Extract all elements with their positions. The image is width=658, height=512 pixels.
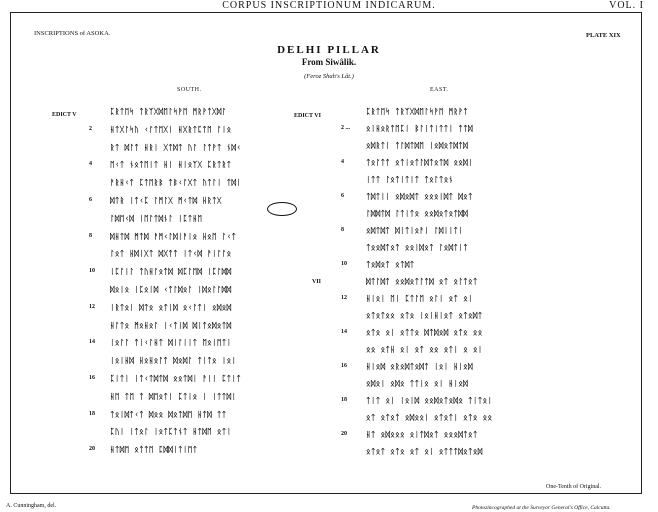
inscription-line: ᛏᛟᛟᛞᛏᛟᛏ ᛟᛟᛁᛞᛟᛏ ᛚᛟᛞᛏᛁᛏ — [366, 243, 469, 252]
plate-note: (Feroz Shah's Lât.) — [304, 73, 354, 80]
inscription-line: ᛏᛟᛁᛞᛏᚲᛏ ᛞᛟᛟ ᛞᛟᛏᛞᛖ ᚺᛏᛞ ᛏᛏ — [110, 409, 227, 419]
inscriptions-label: INSCRIPTIONS of ASOKA. — [34, 30, 111, 37]
inscription-line: ᛏᛁᛏ ᛟᛁ ᛁᛟᛁᛞ ᛟᛟᛞᛟᛏᛟᛞᛟ ᛏᛁᛏᛟᛁ — [366, 396, 493, 405]
inscription-line: ᛏᛟᛚᛏᛏ ᛟᛏᛁᛟᛏᛚᛞᛏᛟᛏᛞ ᛟᛟᛞᛁ — [366, 158, 473, 167]
line-number: 18 — [89, 410, 95, 417]
inscription-line: ᛟᛟ ᛟᛏᚺ ᛟᛁ ᛟᛏ ᛟᛟ ᛟᛏᛁ ᛟ ᛟᛁ — [366, 345, 483, 354]
south-heading: SOUTH. — [177, 87, 202, 93]
inscription-line: ᛏᛞᛏᛁᛁ ᛟᛞᛟᛞᛏ ᛟᛟᛟᛁᛞᛏ ᛞᛟᛏ — [366, 192, 473, 201]
inscription-line: ᚺᛁᛟᛞ ᛟᚱᛟᛞᛏᛟᛞᛏ ᛁᛟᛁ ᚺᛁᛟᛞ — [366, 362, 473, 371]
inscription-line: ᛞᛟᛁᛟ ᛁᛈᛟᛁᛞ ᚲᛏᛚᛞᛟᛚ ᛁᛞᛟᛚᛚᛞᛞ — [110, 285, 232, 294]
artist-credit: A. Cunningham, del. — [6, 503, 57, 509]
inscription-line: ᚺᛖ ᛏᛖ ᛏ ᛞᛖᛟᛏᛁ ᛈᛏᛁᛟ ᛁ ᛁᛏᛏᛞᛁ — [110, 391, 237, 401]
scale-note: One-Tenth of Original. — [546, 484, 602, 490]
line-number: 18 — [341, 397, 347, 403]
volume-label: VOL. I — [609, 0, 644, 11]
plate-title: DELHI PILLAR — [277, 44, 381, 56]
inscription-line: ᛚᛟᛏ ᚺᛞᛁᚷᛏ ᛞᚷᛏᛏ ᛁᛏᚲᛞ ᚨᛁᛚᛚᛟ — [110, 249, 232, 259]
inscription-line: ᛞᛏᛚᛞᛏ ᛟᛟᛞᛟᛏᛚᛏᛞ ᛟᛏ ᛟᛚᛏᛟᛏ — [366, 277, 478, 286]
inscription-line: ᛖᚲᛏ ᚾᛟᛏᛖᛁᛏ ᚺᛁ ᚺᛁᛟᛉᚷ ᛈᚱᛏᚱᛏ — [110, 160, 232, 170]
inscription-line: ᛈᚢᛁ ᛁᛏᛟᛚ ᛁᛟᛏᛈᛏᚾᛏ ᚺᛏᛞᛖ ᛟᛏᛁ — [110, 427, 232, 437]
inscription-line: ᛁᛟᛚᛚ ᛏᛁᚲᛚᚺᛏ ᛞᛁᛚᛁᛁᛏ ᛖᛟᛁᛖᛏᛁ — [110, 338, 232, 348]
plate-subtitle: From Siwâlik. — [301, 57, 357, 67]
encircled-glyph — [267, 202, 297, 216]
inscription-line: ᛚᛞᛖᚲᛞ ᛁᛖᛚᛏᛞᚾᛚ ᛁᛈᛏᚺᛖ — [110, 213, 203, 223]
inscription-line: ᛟᛏ ᛟᛏᛟᛏ ᛟᛞᛟᛟᛁ ᛟᛏᛟᛏᛁ ᛟᛏᛟ ᛟᛟ — [366, 413, 493, 422]
plate-number: PLATE XIX — [586, 32, 621, 39]
inscription-line: ᛟᛏᛟ ᛟᛁ ᛟᛏᛏᛟ ᛞᛏᛞᛟᛞ ᛟᛏᛟ ᛟᛟ — [366, 328, 483, 337]
inscription-line: ᛞᚺᛏᛞ ᛗᛏᛞ ᚨᛗᚲᛚᛞᛁᚨᛁᛟ ᚺᛟᛖ ᛚᚲᛏ — [110, 231, 237, 241]
line-number: 6 — [341, 193, 344, 199]
line-number: 2 — [89, 125, 92, 132]
line-number: 14 — [89, 339, 95, 346]
page-header-title: CORPUS INSCRIPTIONUM INDICARUM. — [222, 0, 436, 11]
inscription-line: ᚺᛁᛟᛁ ᛖᛁ ᛈᛏᛚᛖ ᛟᛚᛁ ᛟᛏ ᛟᛁ — [366, 294, 473, 303]
line-number: 2 ... — [341, 125, 350, 131]
line-number: 8 — [341, 227, 344, 233]
line-number: 12 — [341, 295, 347, 301]
inscription-line: ᚺᛏᚷᛚᛋᚢ ᚲᛚᛏᛖᚷᛁ ᚺᚷᚱᛏᛈᛏᛖ ᛚᛁᛟ — [110, 124, 232, 134]
line-number: 4 — [341, 159, 344, 165]
inscription-line: ᛟᛞᚱᛏᛁ ᛏᛚᛞᛏᛞᛖ ᛁᛟᛞᛟᛏᛞᛏᛞ — [366, 141, 469, 150]
line-number: 16 — [89, 375, 95, 381]
inscription-line: ᛈᚱᛏᛖᛋ ᛏᚱᛉᚷᛞᛖᛚᛋᚹᛖ ᛗᚱᚹᛏᚷᛞᛚ — [110, 107, 227, 116]
line-number: 10 — [89, 268, 95, 275]
inscription-line: ᛞᛏᚱ ᛁᛏᚲᛈ ᛚᛗᛚᚷ ᛗᚲᛏᛞ ᚺᚱᛏᚷ — [110, 196, 222, 205]
line-number: 20 — [89, 446, 95, 453]
inscription-line: ᚺᛏᛞᛖ ᛟᛏᛏᛖ ᛈᛞᛞᛁᛏᛁᛖᛏ — [110, 445, 198, 455]
line-number: 20 — [341, 431, 347, 437]
inscription-line: ᛏᛟᛞᛟᛏ ᛟᛏᛞᛏ — [366, 260, 415, 269]
edict-vii-label: VII — [312, 279, 322, 285]
line-number: 4 — [89, 161, 92, 168]
inscription-line: ᚨᚱᚺᚲᛏ ᛈᛏᛖᚱᛒ ᛏᛒᚲᛚᚷᛏ ᚢᛏᛚᛁ ᛏᛞᛁ — [110, 178, 242, 188]
inscription-line: ᚺᛏ ᛟᛞᛟᛟᛟ ᛟᛁᛏᛞᛟᛏ ᛟᛟᛟᛞᛏᛟᛏ — [366, 430, 478, 439]
plate-frame — [10, 12, 642, 494]
inscription-line: ᛁᛈᛚᛁᛚ ᛏᚢᚺᛚᛟᛏᛞ ᛞᛈᛚᛖᛞ ᛁᛈᛚᛞᛞ — [110, 267, 232, 277]
inscription-line: ᛁᛏᛏ ᛚᛟᛏᛁᛏᛁᛏ ᛏᛟᛚᛏᛟᚾ — [366, 175, 454, 184]
line-number: 12 — [89, 303, 95, 310]
edict-v-label: EDICT V — [52, 112, 77, 118]
inscription-line: ᛚᛞᛞᛏᛞ ᛚᛏᛁᛏᛟ ᛟᛟᛞᛟᛏᛟᛏᛞᛞ — [366, 209, 469, 218]
line-number: 8 — [89, 232, 92, 239]
inscription-line: ᛈᚱᛏᛖᛋ ᛏᚱᛉᚷᛞᛖᛚᛋᚹᛖ ᛗᚱᚹᛏ — [366, 107, 469, 116]
printer-credit: Photozincographed at the Surveyor General's Office, Calcutta. — [472, 505, 611, 511]
east-heading: EAST. — [430, 87, 449, 93]
inscription-line: ᚱᛏ ᛞᛚᛏ ᚺᚱᛁ ᚷᛏᛞᛏ ᚢᛚ ᛚᛏᚹᛏ ᚾᛞᚲ — [110, 142, 242, 152]
line-number: 6 — [89, 197, 92, 203]
inscription-line: ᛟᛏᛟᛏᛟᛟ ᛟᛏᛟ ᛁᛟᛁᚺᛁᛟᛏ ᛟᛏᛟᛞᛏ — [366, 311, 483, 320]
line-number: 10 — [341, 261, 347, 267]
inscription-line: ᛁᛟᛁᚺᛞ ᚺᛟᚺᛟᛚᛏ ᛞᛟᛞᛚ ᛏᛁᛏᛟ ᛁᛟᛁ — [110, 356, 237, 366]
inscription-line: ᚺᛚᛏᛟ ᛗᛟᚺᛟᛚ ᛁᚲᛏᛁᛞ ᛞᛁᛏᛟᛞᛟᛏᛞ — [110, 320, 232, 330]
edict-vi-label: EDICT VI — [294, 113, 321, 119]
inscription-line: ᛟᛞᛏᛞᛏ ᛞᛁᛏᛁᛟᚨᛁ ᛚᛞᛁᛁᛏᛁ — [366, 226, 464, 235]
inscription-line: ᛟᛁᚺᛟᚱᛏᛖᛈᛁ ᛒᛚᛁᛏᛁᛏᛏᛁ ᛏᛏᛞ — [366, 124, 473, 133]
inscription-line: ᛁᚱᛏᛟᛁ ᛞᛏᛟ ᛟᛏᛁᛞ ᛟᚲᛚᛏᛁ ᛟᛞᛟᛞ — [110, 302, 232, 312]
inscription-line: ᛟᛏᛟᛏ ᛟᛏᛟ ᛟᛏ ᛟᛁ ᛟᛏᛏᛏᛞᛟᛏᛟᛞ — [366, 447, 483, 456]
line-number: 16 — [341, 363, 347, 369]
line-number: 14 — [341, 329, 347, 335]
inscription-line: ᛈᛁᛏᛁ ᛁᛏᚲᛏᛞᛏᛞ ᛟᛟᛏᛞᛁ ᚨᛁᛁ ᛈᛏᛁᛏ — [110, 374, 242, 383]
inscription-line: ᛟᛞᛟᛁ ᛟᛞᛟ ᛏᛏᛁᛟ ᛟᛁ ᚺᛁᛟᛞ — [366, 379, 469, 388]
